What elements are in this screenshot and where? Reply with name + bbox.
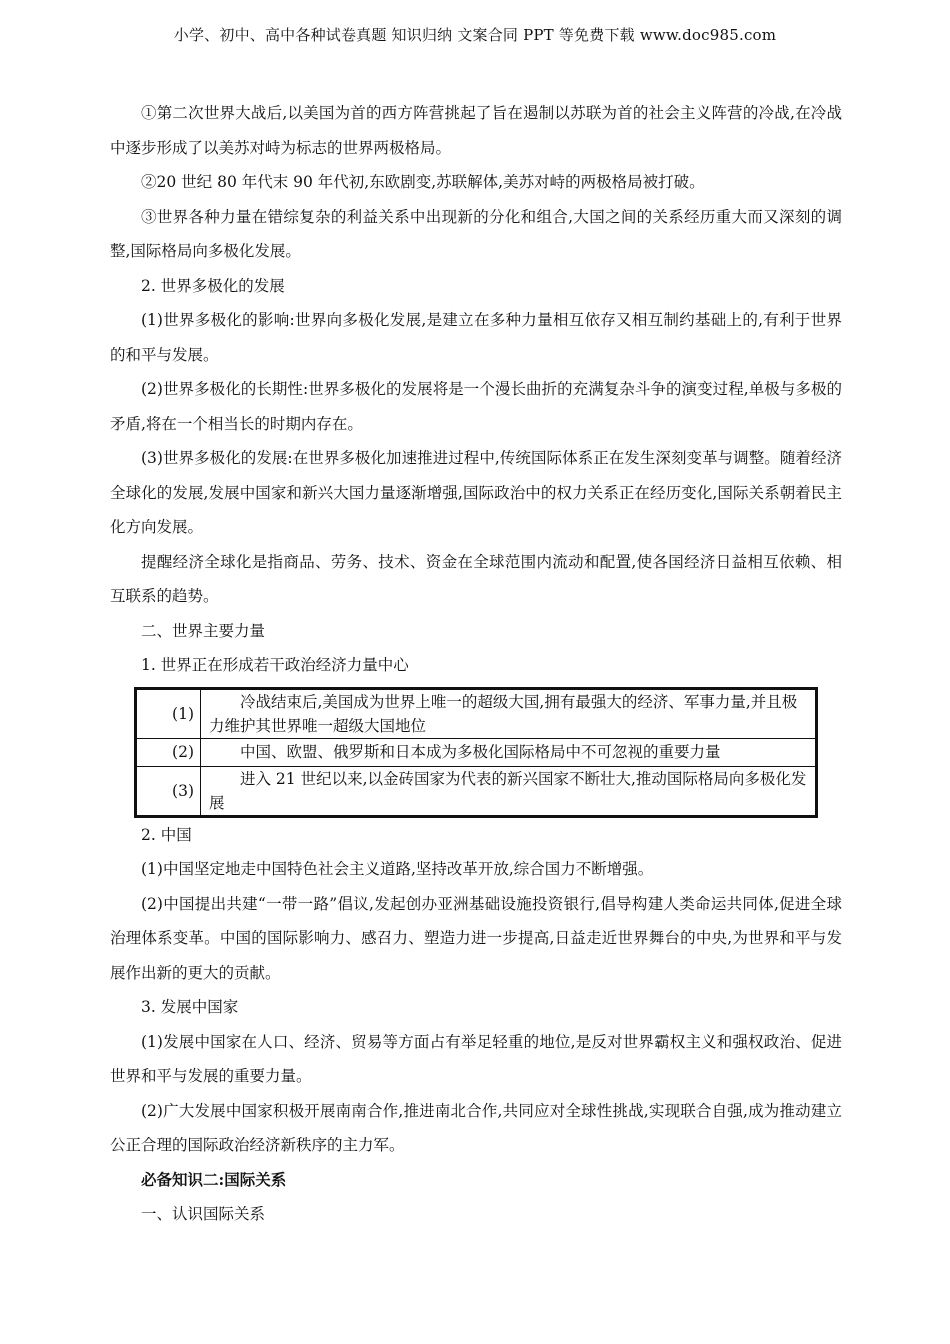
paragraph-developing-role: (1)发展中国家在人口、经济、贸易等方面占有举足轻重的地位,是反对世界霸权主义和强权政治、促进世界和平与发展的重要力量。 (110, 1032, 842, 1085)
table-row (136, 738, 817, 766)
heading-china: 2. 中国 (141, 825, 192, 844)
table-row-text: 中国、欧盟、俄罗斯和日本成为多极化国际格局中不可忽视的重要力量 (201, 738, 817, 766)
heading-multipolar-development: 2. 世界多极化的发展 (141, 276, 285, 295)
paragraph-china-path: (1)中国坚定地走中国特色社会主义道路,坚持改革开放,综合国力不断增强。 (141, 860, 654, 878)
table-row (136, 688, 817, 738)
table-row-number: (1) (136, 688, 201, 738)
paragraph-bipolar-formation: ①第二次世界大战后,以美国为首的西方阵营挑起了旨在遏制以苏联为首的社会主义阵营的冷战,在冷战中逐步形成了以美苏对峙为标志的世界两极格局。 (110, 104, 842, 157)
table-row (136, 766, 817, 816)
paragraph-multipolar-long-term: (2)世界多极化的长期性:世界多极化的发展将是一个漫长曲折的充满复杂斗争的演变过程,单极与多极的矛盾,将在一个相当长的时期内存在。 (110, 380, 842, 433)
table-row-number: (2) (136, 738, 201, 766)
paragraph-globalization-reminder: 提醒经济全球化是指商品、劳务、技术、资金在全球范围内流动和配置,使各国经济日益相互依赖、相互联系的趋势。 (110, 552, 842, 605)
paragraph-china-belt-road: (2)中国提出共建“一带一路”倡议,发起创办亚洲基础设施投资银行,倡导构建人类命运共同体,促进全球治理体系变革。中国的国际影响力、感召力、塑造力进一步提高,日益走近世界舞台的中央,为世界和平与发展作出新的更大的贡献。 (110, 894, 842, 982)
paragraph-developing-cooperation: (2)广大发展中国家积极开展南南合作,推进南北合作,共同应对全球性挑战,实现联合自强,成为推动建立公正合理的国际政治经济新秩序的主力军。 (110, 1101, 842, 1154)
heading-developing-countries: 3. 发展中国家 (141, 998, 239, 1016)
paragraph-multipolar-trend: ③世界各种力量在错综复杂的利益关系中出现新的分化和组合,大国之间的关系经历重大而又深刻的调整,国际格局向多极化发展。 (110, 207, 842, 260)
power-centers-table (134, 687, 818, 818)
heading-power-centers: 1. 世界正在形成若干政治经济力量中心 (141, 656, 409, 674)
heading-knowledge-two: 必备知识二:国际关系 (141, 1169, 287, 1189)
table-row-text: 冷战结束后,美国成为世界上唯一的超级大国,拥有最强大的经济、军事力量,并且极力维护其世界唯一超级大国地位 (201, 688, 817, 738)
paragraph-bipolar-end: ②20 世纪 80 年代末 90 年代初,东欧剧变,苏联解体,美苏对峙的两极格局被打破。 (141, 173, 705, 191)
page-header: 小学、初中、高中各种试卷真题 知识归纳 文案合同 PPT 等免费下载 www.doc985.com (173, 26, 777, 44)
heading-understand-relations: 一、认识国际关系 (141, 1205, 266, 1223)
heading-world-major-forces: 二、世界主要力量 (141, 621, 266, 640)
document-body (110, 96, 842, 1232)
table-row-text: 进入 21 世纪以来,以金砖国家为代表的新兴国家不断壮大,推动国际格局向多极化发展 (201, 766, 817, 816)
paragraph-multipolar-progress: (3)世界多极化的发展:在世界多极化加速推进过程中,传统国际体系正在发生深刻变革与调整。随着经济全球化的发展,发展中国家和新兴大国力量逐渐增强,国际政治中的权力关系正在经历变化,国际关系朝着民主化方向发展。 (110, 449, 842, 536)
paragraph-multipolar-impact: (1)世界多极化的影响:世界向多极化发展,是建立在多种力量相互依存又相互制约基础上的,有利于世界的和平与发展。 (110, 311, 842, 364)
table-row-number: (3) (136, 766, 201, 816)
